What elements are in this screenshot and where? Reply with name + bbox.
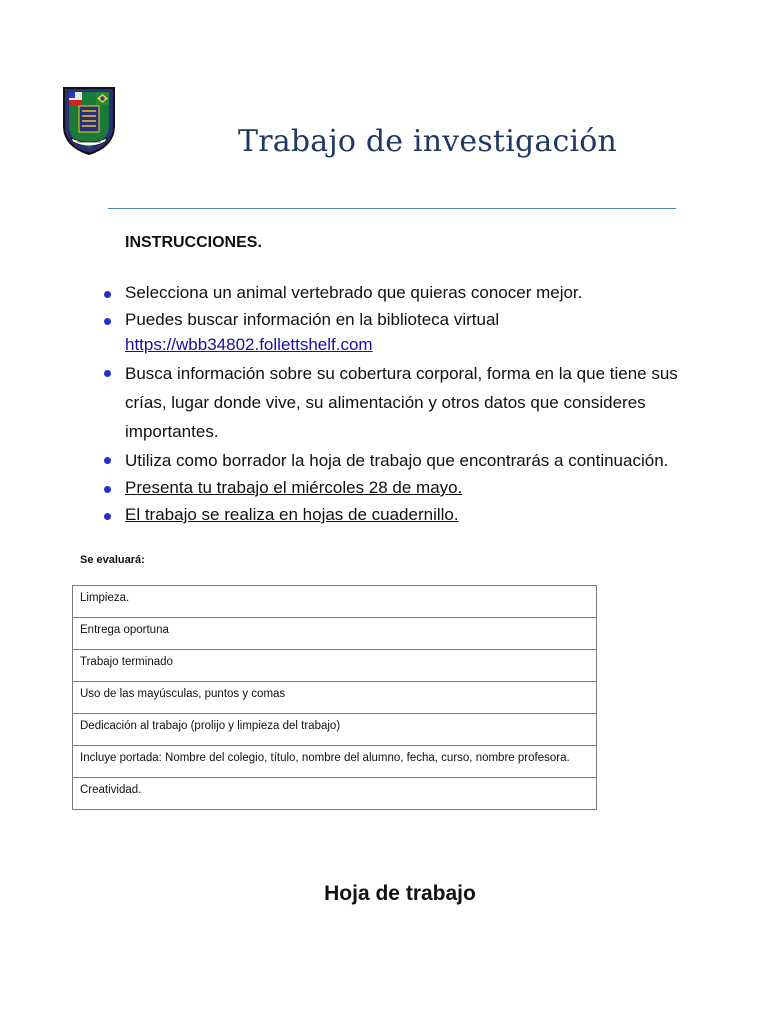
list-item-text: Utiliza como borrador la hoja de trabajo que encontrarás a continuación. [125, 451, 669, 470]
table-row [73, 714, 597, 746]
evaluation-label: Se evaluará: [80, 554, 145, 566]
bullet-icon [104, 513, 111, 520]
bullet-icon [104, 291, 111, 298]
bullet-icon [104, 318, 111, 325]
table-row [73, 778, 597, 810]
title-divider [108, 208, 676, 209]
table-row [73, 746, 597, 778]
list-item-text: El trabajo se realiza en hojas de cuadernillo. [125, 505, 459, 524]
list-item-text: Busca información sobre su cobertura corporal, forma en la que tiene sus crías, lugar donde vive, su alimentación y otros datos que consideres importantes. [125, 364, 678, 441]
table-cell: Uso de las mayúsculas, puntos y comas [73, 682, 597, 714]
list-item [125, 280, 685, 305]
table-row [73, 682, 597, 714]
table-row [73, 618, 597, 650]
evaluation-criteria-table [72, 585, 597, 810]
table-cell: Dedicación al trabajo (prolijo y limpieza del trabajo) [73, 714, 597, 746]
list-item-text: Selecciona un animal vertebrado que quieras conocer mejor. [125, 283, 583, 302]
list-item [125, 307, 685, 357]
table-row [73, 650, 597, 682]
bullet-icon [104, 457, 111, 464]
list-item [125, 446, 685, 475]
bullet-icon [104, 370, 111, 377]
table-cell: Trabajo terminado [73, 650, 597, 682]
table-cell: Incluye portada: Nombre del colegio, título, nombre del alumno, fecha, curso, nombre profesora. [73, 746, 597, 778]
list-item [125, 359, 685, 446]
list-item-text: Puedes buscar información en la biblioteca virtual [125, 310, 500, 329]
list-item [125, 502, 685, 527]
list-item-text: Presenta tu trabajo el miércoles 28 de mayo. [125, 478, 463, 497]
table-cell: Entrega oportuna [73, 618, 597, 650]
table-row [73, 586, 597, 618]
school-crest-icon [60, 82, 118, 156]
list-item [125, 475, 685, 500]
table-cell: Limpieza. [73, 586, 597, 618]
instructions-list [0, 280, 768, 529]
bullet-icon [104, 486, 111, 493]
library-link[interactable]: https://wbb34802.follettshelf.com [125, 335, 373, 354]
worksheet-heading: Hoja de trabajo [324, 882, 476, 905]
table-cell: Creatividad. [73, 778, 597, 810]
document-title: Trabajo de investigación [238, 124, 618, 159]
instructions-heading: INSTRUCCIONES. [125, 234, 262, 251]
